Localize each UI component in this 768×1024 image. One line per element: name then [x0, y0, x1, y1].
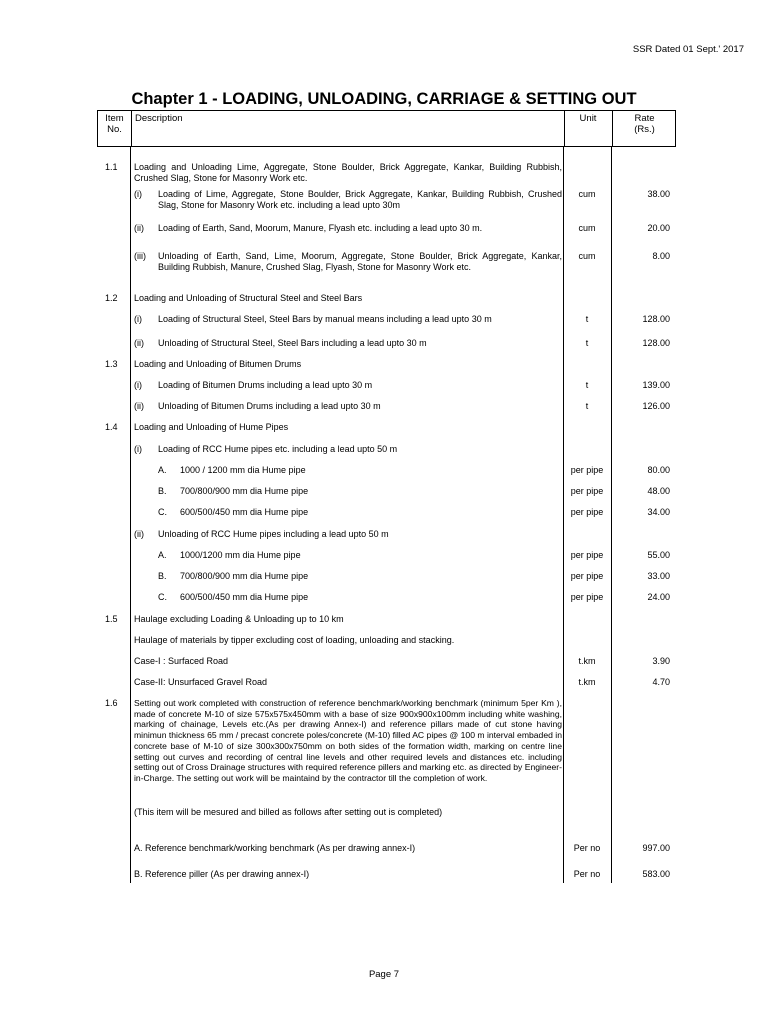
unit-cell: per pipe	[570, 465, 604, 475]
item-no: 1.2	[105, 293, 118, 303]
sub-item-description: A. Reference benchmark/working benchmark (As per drawing annex-I)	[134, 843, 416, 853]
ssr-date-header: SSR Dated 01 Sept.' 2017	[632, 44, 744, 55]
sub-sub-item-description: 1000 / 1200 mm dia Hume pipe	[180, 465, 306, 475]
sub-sub-item-label: C.	[158, 592, 167, 602]
item-no: 1.4	[105, 422, 118, 432]
sub-sub-item-label: A.	[158, 465, 167, 475]
sub-sub-item-description: 600/500/450 mm dia Hume pipe	[180, 592, 309, 602]
sub-item-description: Loading of Structural Steel, Steel Bars by manual means including a lead upto 30 m	[158, 314, 492, 324]
sub-item-label: (ii)	[134, 529, 144, 539]
unit-cell: t	[585, 380, 589, 390]
item-description: Loading and Unloading of Bitumen Drums	[134, 359, 302, 369]
page-number: Page 7	[368, 969, 400, 980]
unit-cell: cum	[578, 189, 596, 199]
sub-item-label: (i)	[134, 380, 142, 390]
rate-cell: 3.90	[652, 656, 670, 666]
rate-cell: 33.00	[647, 571, 670, 581]
col-rate: Rate (Rs.)	[634, 113, 655, 135]
sub-item-description: Loading of RCC Hume pipes etc. including a lead upto 50 m	[158, 444, 398, 454]
sub-item-description: Unloading of Structural Steel, Steel Bars including a lead upto 30 m	[158, 338, 427, 348]
sub-sub-item-description: 1000/1200 mm dia Hume pipe	[180, 550, 301, 560]
unit-cell: Per no	[573, 869, 601, 879]
unit-cell: t	[585, 314, 589, 324]
unit-cell: per pipe	[570, 507, 604, 517]
rate-cell: 4.70	[652, 677, 670, 687]
case-description: Case-I : Surfaced Road	[134, 656, 229, 666]
unit-cell: per pipe	[570, 571, 604, 581]
unit-cell: t.km	[578, 656, 596, 666]
unit-cell: per pipe	[570, 486, 604, 496]
unit-cell: per pipe	[570, 592, 604, 602]
sub-sub-item-label: B.	[158, 571, 167, 581]
sub-sub-item-label: A.	[158, 550, 167, 560]
unit-cell: per pipe	[570, 550, 604, 560]
item-note: (This item will be mesured and billed as follows after setting out is completed)	[134, 807, 443, 817]
rate-cell: 38.00	[647, 189, 670, 199]
rate-cell: 80.00	[647, 465, 670, 475]
sub-item-label: (i)	[134, 444, 142, 454]
table-header	[97, 110, 676, 147]
item-no: 1.1	[105, 162, 118, 172]
rate-cell: 997.00	[642, 843, 670, 853]
unit-cell: cum	[578, 223, 596, 233]
sub-item-description: B. Reference piller (As per drawing annex-I)	[134, 869, 310, 879]
col-description: Description	[135, 113, 183, 124]
item-sub-description: Haulage of materials by tipper excluding cost of loading, unloading and stacking.	[134, 635, 455, 645]
rate-cell: 48.00	[647, 486, 670, 496]
item-no: 1.3	[105, 359, 118, 369]
sub-sub-item-label: C.	[158, 507, 167, 517]
sub-item-label: (iii)	[134, 251, 146, 261]
rate-cell: 128.00	[642, 338, 670, 348]
sub-item-description: Unloading of Earth, Sand, Lime, Moorum, Aggregate, Stone Boulder, Brick Aggregate, Kankar, Building Rubbish, Manure, Crushed Slag, Flyash, Stone for Masonry Work etc.	[158, 251, 562, 272]
sub-sub-item-description: 600/500/450 mm dia Hume pipe	[180, 507, 309, 517]
item-description: Haulage excluding Loading & Unloading up to 10 km	[134, 614, 344, 624]
rate-cell: 24.00	[647, 592, 670, 602]
item-description: Loading and Unloading Lime, Aggregate, Stone Boulder, Brick Aggregate, Kankar, Building Rubbish, Crushed Slag, Stone for Masonry Work etc.	[134, 162, 562, 183]
rate-cell: 128.00	[642, 314, 670, 324]
item-description: Loading and Unloading of Structural Steel and Steel Bars	[134, 293, 363, 303]
sub-item-description: Unloading of RCC Hume pipes including a lead upto 50 m	[158, 529, 389, 539]
unit-cell: t	[585, 338, 589, 348]
unit-cell: t	[585, 401, 589, 411]
rate-cell: 34.00	[647, 507, 670, 517]
sub-item-label: (ii)	[134, 338, 144, 348]
sub-item-label: (ii)	[134, 223, 144, 233]
sub-item-description: Loading of Earth, Sand, Moorum, Manure, Flyash etc. including a lead upto 30 m.	[158, 223, 483, 233]
col-unit: Unit	[579, 113, 597, 124]
sub-sub-item-description: 700/800/900 mm dia Hume pipe	[180, 571, 309, 581]
page-title: Chapter 1 - LOADING, UNLOADING, CARRIAGE & SETTING OUT	[131, 90, 637, 108]
sub-item-description: Loading of Bitumen Drums including a lead upto 30 m	[158, 380, 373, 390]
sub-item-label: (ii)	[134, 401, 144, 411]
unit-cell: Per no	[573, 843, 601, 853]
column-rule	[130, 147, 131, 883]
sub-item-label: (i)	[134, 314, 142, 324]
rate-cell: 139.00	[642, 380, 670, 390]
col-item-no: Item No.	[105, 113, 124, 135]
rate-cell: 126.00	[642, 401, 670, 411]
sub-item-description: Unloading of Bitumen Drums including a lead upto 30 m	[158, 401, 381, 411]
item-description: Setting out work completed with construction of reference benchmark/working benchmark (minimum 5per Km ), made of concrete M-10 of size 575x575x450mm with a base of size 900x900x100mm including white washing, marking of chainage, Levels etc.(As per drawing Annex-I) and reference pillars made of cut stone having minimun thickness 65 mm / precast concrete poles/concrete (M-10) filled AC pipes @ 100 m interval embaded in concrete base of M-10 of size 300x300x750mm on both sides of the formation width, marking on centre line setting out curves and recording of central line levels and other required levels and distances etc. including setting out of Cross Drainage structures with required reference pillers and marking etc. as directed by Engineer-in-Charge. The setting out work will be maintaind by the contractor till the completion of work.	[134, 698, 562, 783]
unit-cell: t.km	[578, 677, 596, 687]
item-no: 1.6	[105, 698, 118, 708]
item-description: Loading and Unloading of Hume Pipes	[134, 422, 289, 432]
rate-cell: 583.00	[642, 869, 670, 879]
sub-sub-item-description: 700/800/900 mm dia Hume pipe	[180, 486, 309, 496]
rate-cell: 8.00	[652, 251, 670, 261]
sub-sub-item-label: B.	[158, 486, 167, 496]
case-description: Case-II: Unsurfaced Gravel Road	[134, 677, 268, 687]
rate-cell: 20.00	[647, 223, 670, 233]
item-no: 1.5	[105, 614, 118, 624]
sub-item-description: Loading of Lime, Aggregate, Stone Boulder, Brick Aggregate, Kankar, Building Rubbish, Crushed Slag, Stone for Masonry Work etc. including a lead upto 30m	[158, 189, 562, 210]
unit-cell: cum	[578, 251, 596, 261]
rate-cell: 55.00	[647, 550, 670, 560]
sub-item-label: (i)	[134, 189, 142, 199]
